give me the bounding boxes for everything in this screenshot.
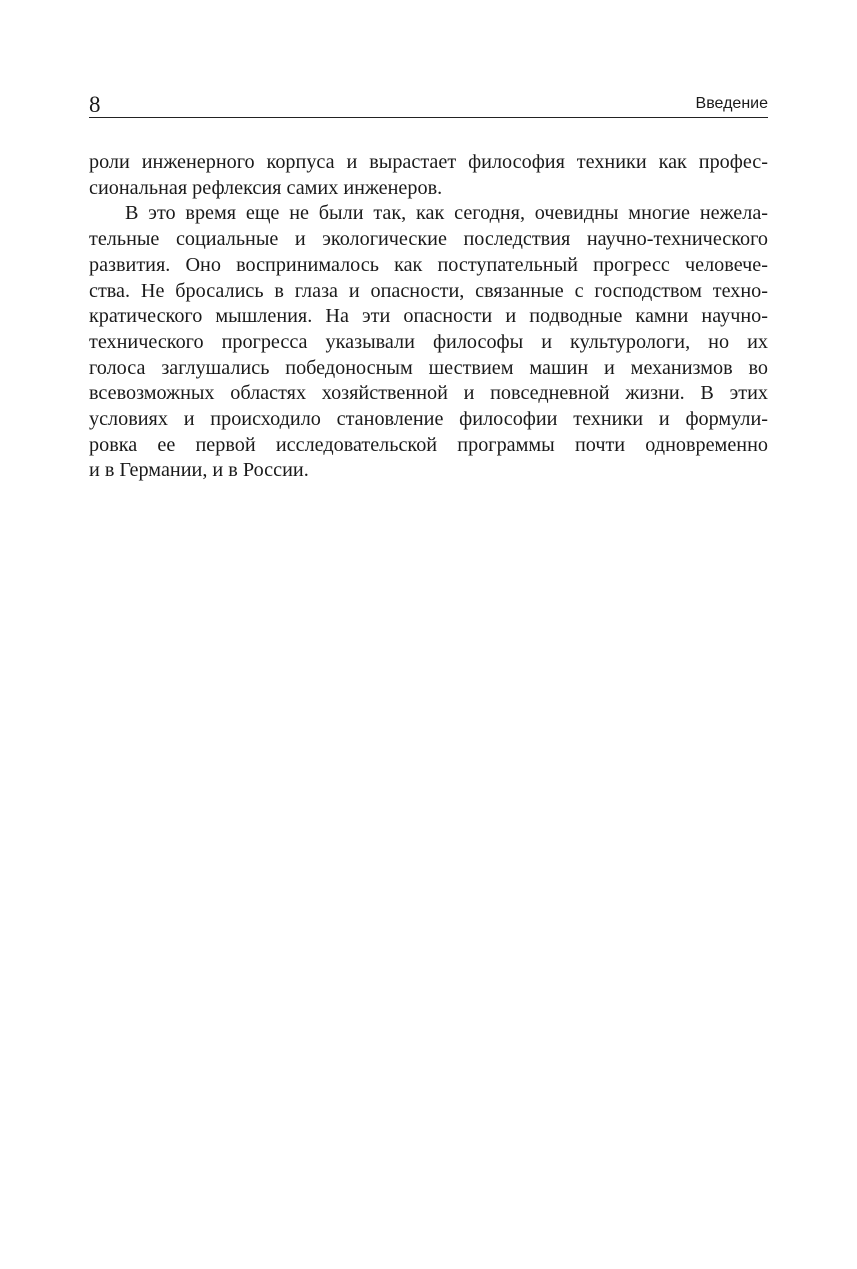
paragraph xyxy=(89,201,768,484)
body-text xyxy=(89,150,768,484)
text-line: кратического мышления. На эти опасности и подводные камни научно- xyxy=(89,305,768,328)
text-line: В это время еще не были так, как сегодня, очевидны многие нежела- xyxy=(125,202,768,225)
section-title: Введение xyxy=(695,95,768,112)
page-number: 8 xyxy=(89,92,101,117)
text-line: голоса заглушались победоносным шествием машин и механизмов во xyxy=(89,356,768,379)
text-line: ства. Не бросались в глаза и опасности, связанные с господством техно- xyxy=(89,279,768,302)
text-line: ровка ее первой исследовательской программы почти одновременно xyxy=(89,433,768,456)
text-line: технического прогресса указывали философы и культурологи, но их xyxy=(89,330,768,353)
paragraph xyxy=(89,150,768,201)
text-line: и в Германии, и в России. xyxy=(89,459,309,482)
text-line: развития. Оно воспринималось как поступательный прогресс человече- xyxy=(89,253,768,276)
text-line: всевозможных областях хозяйственной и повседневной жизни. В этих xyxy=(89,382,768,405)
text-line: роли инженерного корпуса и вырастает философия техники как профес- xyxy=(89,151,768,173)
running-header xyxy=(89,88,768,118)
text-line: тельные социальные и экологические последствия научно-технического xyxy=(89,228,768,251)
text-line: условиях и происходило становление философии техники и формули- xyxy=(89,408,768,431)
text-line: сиональная рефлексия самих инженеров. xyxy=(89,176,443,199)
